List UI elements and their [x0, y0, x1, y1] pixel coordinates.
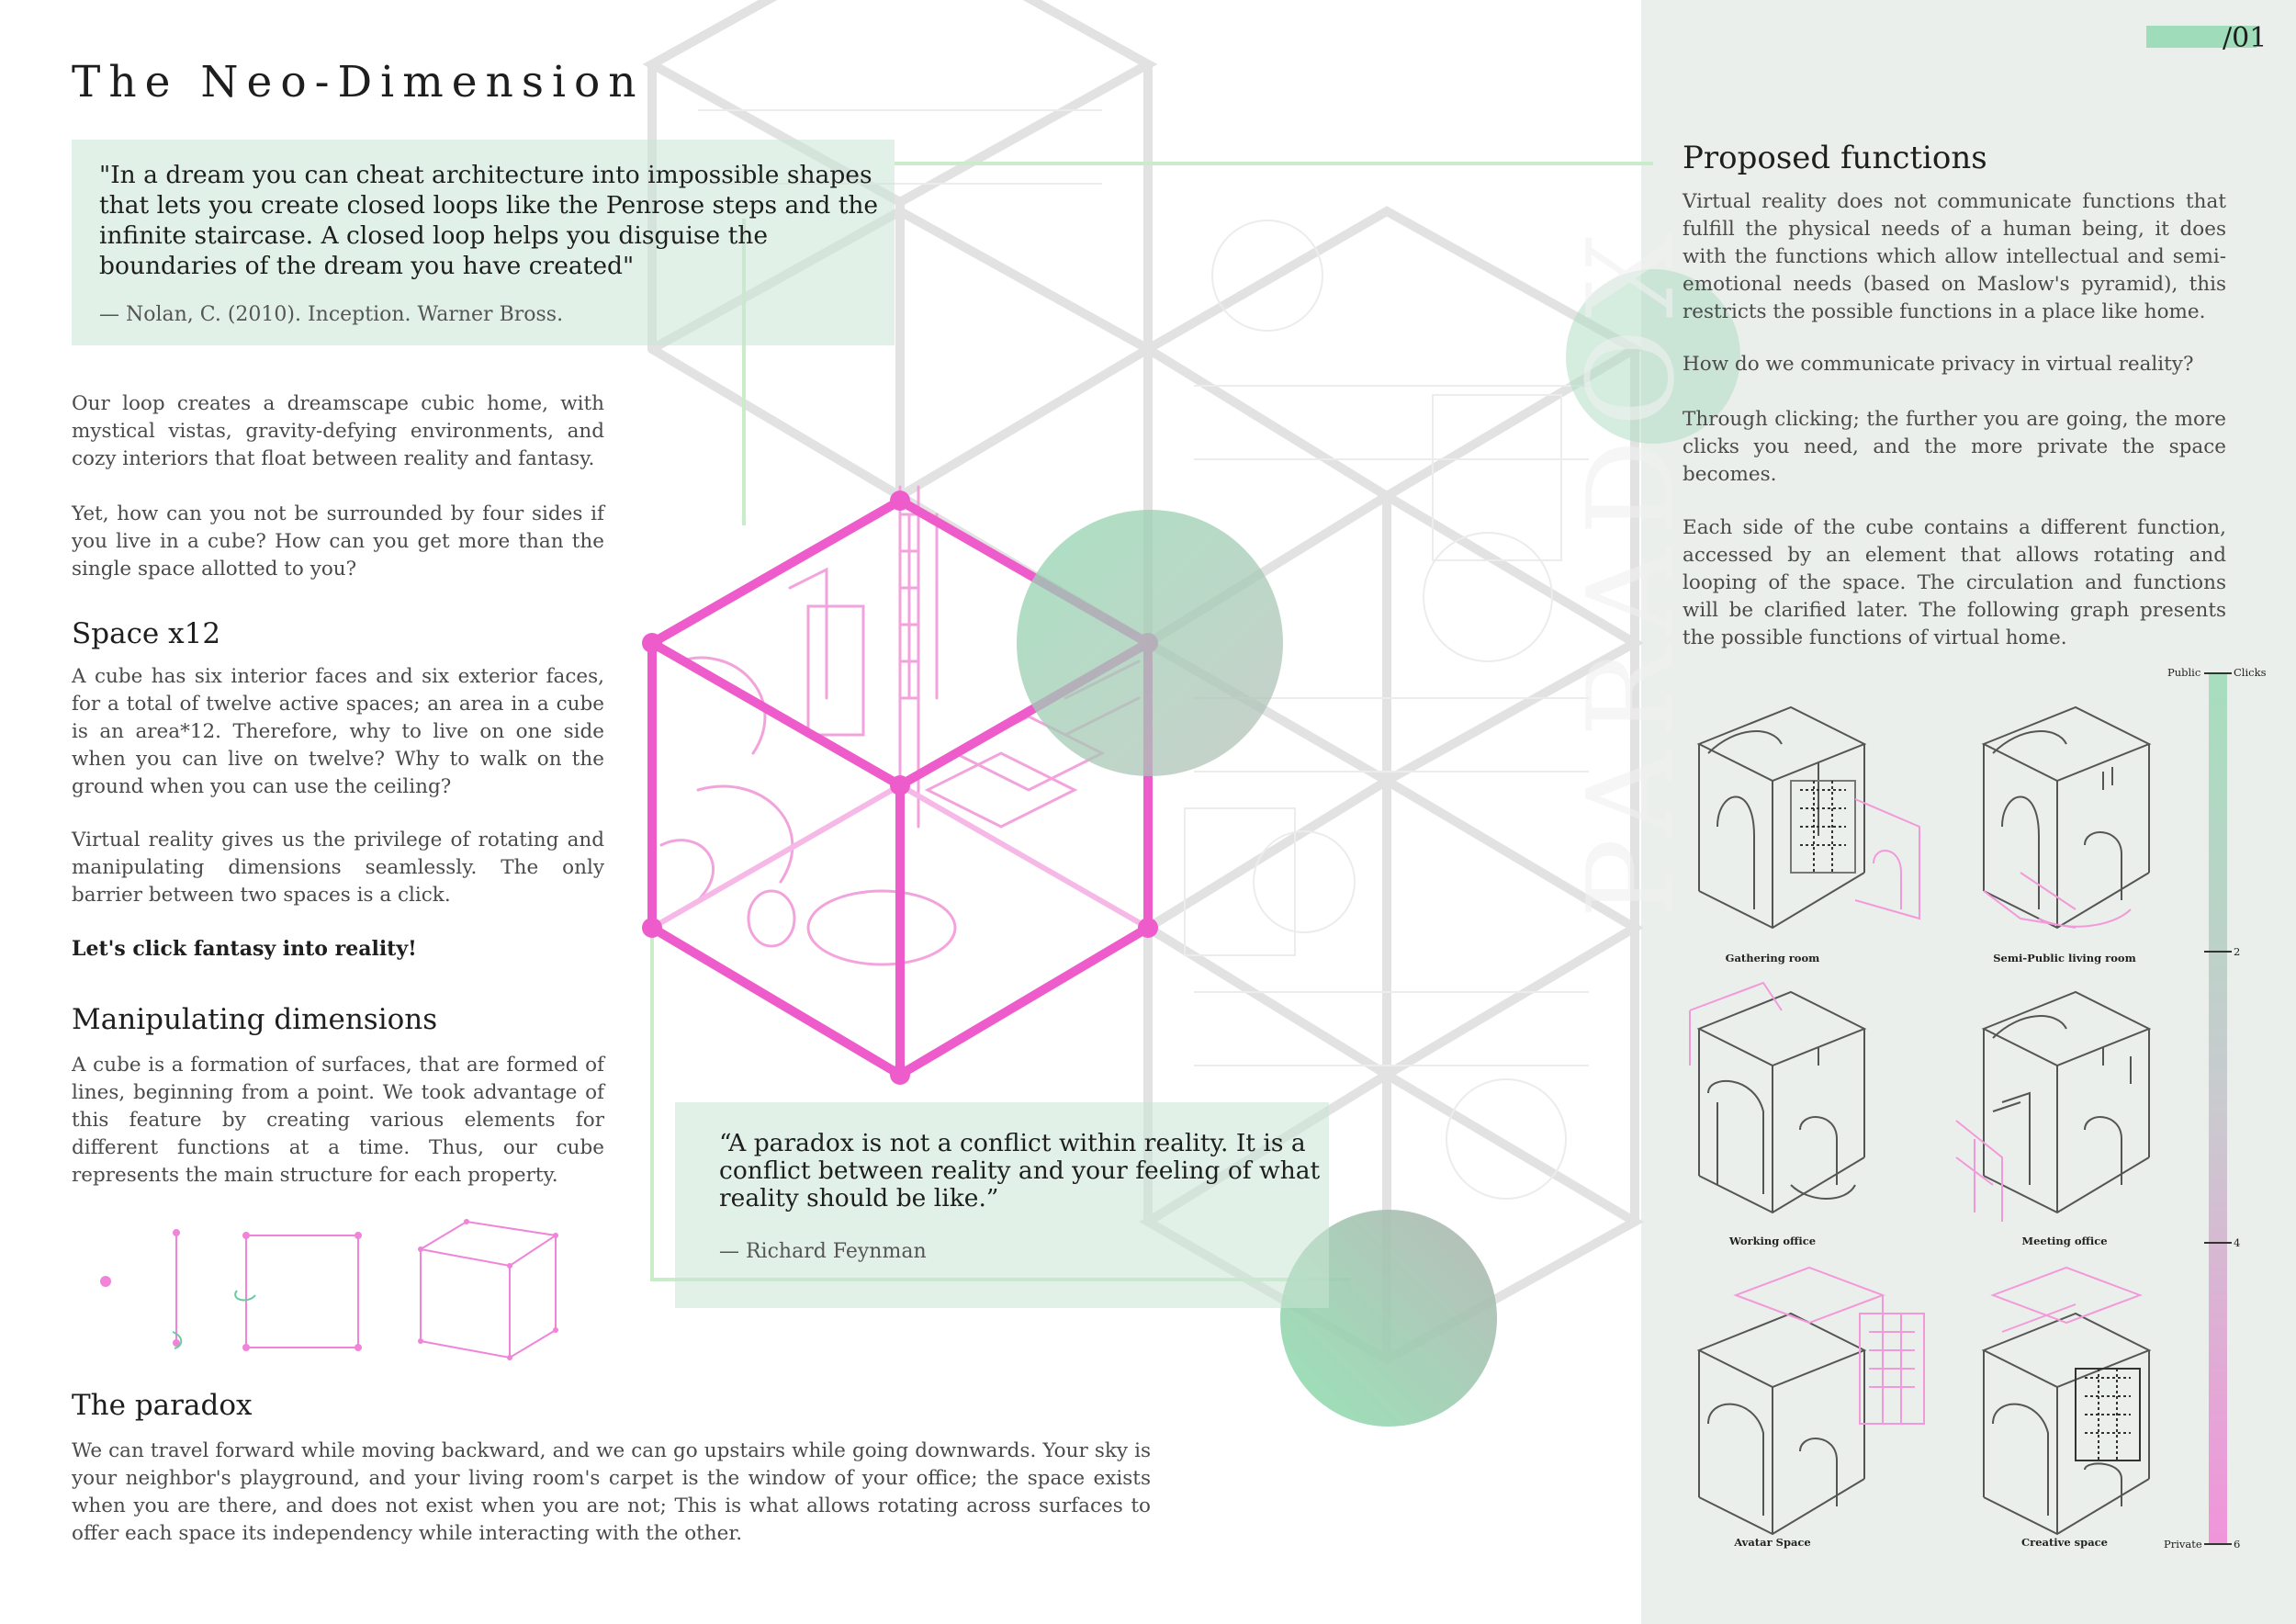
function-drawings	[1690, 707, 2149, 1534]
caption-working-office: Working office	[1728, 1235, 1817, 1247]
functions-heading: Proposed functions	[1683, 140, 1987, 176]
functions-paragraph-2: How do we communicate privacy in virtual reality?	[1683, 353, 2194, 376]
dimension-diagram	[100, 1219, 558, 1360]
functions-paragraph-1: Virtual reality does not communicate functions that fulfill the physical needs of a human being, it does with the functions which allow intellectual and semi-emotional needs (based on Maslow's pyramid), this restricts the possible functions in a place like home.	[1683, 190, 2226, 323]
caption-creative-space: Creative space	[2021, 1536, 2108, 1549]
intro-paragraph-1: Our loop creates a dreamscape cubic home, with mystical vistas, gravity-defying environments, and cozy interiors that float between reality and fantasy.	[72, 392, 604, 470]
paradox-paragraph: We can travel forward while moving backward, and we can go upstairs while going downwards. Your sky is your neighbor's playground, and your living room's carpet is the window of your office; the space exists when you are there, and does not exist when you are not; This is what allows rotating across surfaces to offer each space its independency while interacting with the other.	[72, 1439, 1151, 1545]
scale-label-private: Private	[2164, 1538, 2202, 1551]
feynman-quote-attribution: — Richard Feynman	[719, 1240, 927, 1263]
scale-tick-6: 6	[2234, 1538, 2241, 1551]
privacy-scale	[2204, 673, 2232, 1544]
page-number: /01	[2223, 22, 2268, 54]
space-callout: Let's click fantasy into reality!	[72, 937, 417, 961]
feynman-quote-text: “A paradox is not a conflict within reality. It is a conflict between reality and your feeling of what reality should be like.”	[719, 1129, 1321, 1212]
space-paragraph-1: A cube has six interior faces and six exterior faces, for a total of twelve active spaces; an area in a cube is an area*12. Therefore, why to live on one side when you can live on twelve? Why to walk on the ground when you can use the ceiling?	[72, 665, 604, 798]
caption-semi-public-living-room: Semi-Public living room	[1993, 952, 2136, 964]
paradox-watermark: PARADOX	[1561, 220, 1701, 919]
scale-label-clicks: Clicks	[2234, 666, 2267, 679]
functions-paragraph-3: Through clicking; the further you are going, the more clicks you need, and the more private the space becomes.	[1683, 408, 2226, 486]
scale-tick-4: 4	[2234, 1236, 2241, 1249]
space-paragraph-2: Virtual reality gives us the privilege of rotating and manipulating dimensions seamlessly. The only barrier between two spaces is a click.	[72, 829, 604, 907]
inception-quote-attribution: — Nolan, C. (2010). Inception. Warner Bross.	[99, 303, 564, 326]
scale-tick-2: 2	[2234, 945, 2241, 958]
green-circle-center	[1017, 510, 1283, 776]
inception-quote-box	[72, 140, 895, 345]
page-title: The Neo-Dimension	[72, 57, 645, 107]
manipulating-heading: Manipulating dimensions	[72, 1003, 438, 1036]
inception-quote-text: "In a dream you can cheat architecture into impossible shapes that lets you create closed loops like the Penrose steps and the infinite staircase. A closed loop helps you disguise the boundaries of the dream you have created"	[99, 161, 879, 280]
paradox-heading: The paradox	[72, 1389, 253, 1422]
caption-avatar-space: Avatar Space	[1734, 1536, 1811, 1549]
space-heading: Space x12	[72, 617, 221, 650]
caption-gathering-room: Gathering room	[1725, 952, 1820, 964]
caption-meeting-office: Meeting office	[2021, 1235, 2108, 1247]
manipulating-paragraph: A cube is a formation of surfaces, that are formed of lines, beginning from a point. We took advantage of this feature by creating various elements for different functions at a time. Thus, our cube represents the main structure for each property.	[72, 1054, 604, 1187]
intro-paragraph-2: Yet, how can you not be surrounded by four sides if you live in a cube? How can you get more than the single space allotted to you?	[72, 502, 604, 581]
feynman-quote-box	[675, 1102, 1329, 1308]
scale-label-public: Public	[2167, 666, 2201, 679]
functions-paragraph-4: Each side of the cube contains a different function, accessed by an element that allows rotating and looping of the space. The circulation and functions will be clarified later. The following graph presents the possible functions of virtual home.	[1683, 516, 2226, 649]
